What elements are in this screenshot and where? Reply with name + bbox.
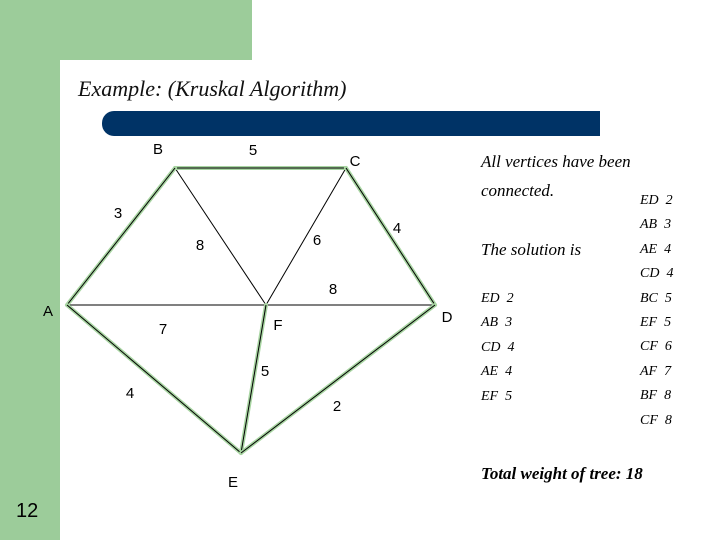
sorted-edge-row: BC 5 xyxy=(640,290,672,306)
solution-text: The solution is xyxy=(481,240,582,259)
edge-weight-ae: 4 xyxy=(125,385,135,402)
sorted-edge-row: BF 8 xyxy=(640,388,672,404)
edge-ed xyxy=(241,305,435,453)
edge-weight-ed: 2 xyxy=(332,398,342,415)
edge-weight-bc: 5 xyxy=(248,142,258,159)
sorted-edge-row: ED 2 xyxy=(640,193,673,208)
sorted-edge-row: CF 6 xyxy=(640,339,672,355)
edge-bf xyxy=(175,168,266,305)
total-weight: Total weight of tree: 18 xyxy=(481,464,643,483)
edge-weight-af: 7 xyxy=(158,321,168,338)
sorted-edge-row: AE 4 xyxy=(640,241,672,257)
vertex-f: F xyxy=(273,317,283,334)
solution-edge-row: AB 3 xyxy=(481,315,513,331)
solution-edge-row: ED 2 xyxy=(481,291,514,306)
edge-weight-fe: 5 xyxy=(260,363,270,380)
solution-edge-row: CD 4 xyxy=(481,339,515,355)
solution-edge-list xyxy=(481,287,514,409)
edge-weight-ad: 8 xyxy=(328,281,338,298)
sorted-edge-row: AF 7 xyxy=(640,363,672,379)
vertex-d: D xyxy=(441,309,453,326)
vertex-c: C xyxy=(349,153,361,170)
sorted-edge-row: EF 5 xyxy=(640,315,672,331)
solution-edge-row: EF 5 xyxy=(481,388,513,404)
sorted-edge-list xyxy=(640,189,673,433)
sorted-edge-row: CD 4 xyxy=(640,266,674,282)
vertex-b: B xyxy=(152,141,164,158)
slide-number: 12 xyxy=(16,500,39,522)
edge-ab xyxy=(67,168,175,305)
solution-edge-row: AE 4 xyxy=(481,364,513,380)
sorted-edge-row: CF 8 xyxy=(640,412,672,428)
edge-ae xyxy=(67,305,241,453)
connected-text-line2: connected. xyxy=(481,181,555,200)
edge-cd xyxy=(346,168,435,305)
edge-weight-bf: 8 xyxy=(195,237,205,254)
edge-weight-cd: 4 xyxy=(392,220,402,237)
edge-weight-ab: 3 xyxy=(113,205,123,222)
slide-title: Example: (Kruskal Algorithm) xyxy=(78,76,347,101)
vertex-a: A xyxy=(42,303,54,320)
sorted-edge-row: AB 3 xyxy=(640,217,672,233)
edge-weight-cf: 6 xyxy=(312,232,322,249)
connected-text-line1: All vertices have been xyxy=(481,152,631,171)
vertex-e: E xyxy=(227,474,239,491)
